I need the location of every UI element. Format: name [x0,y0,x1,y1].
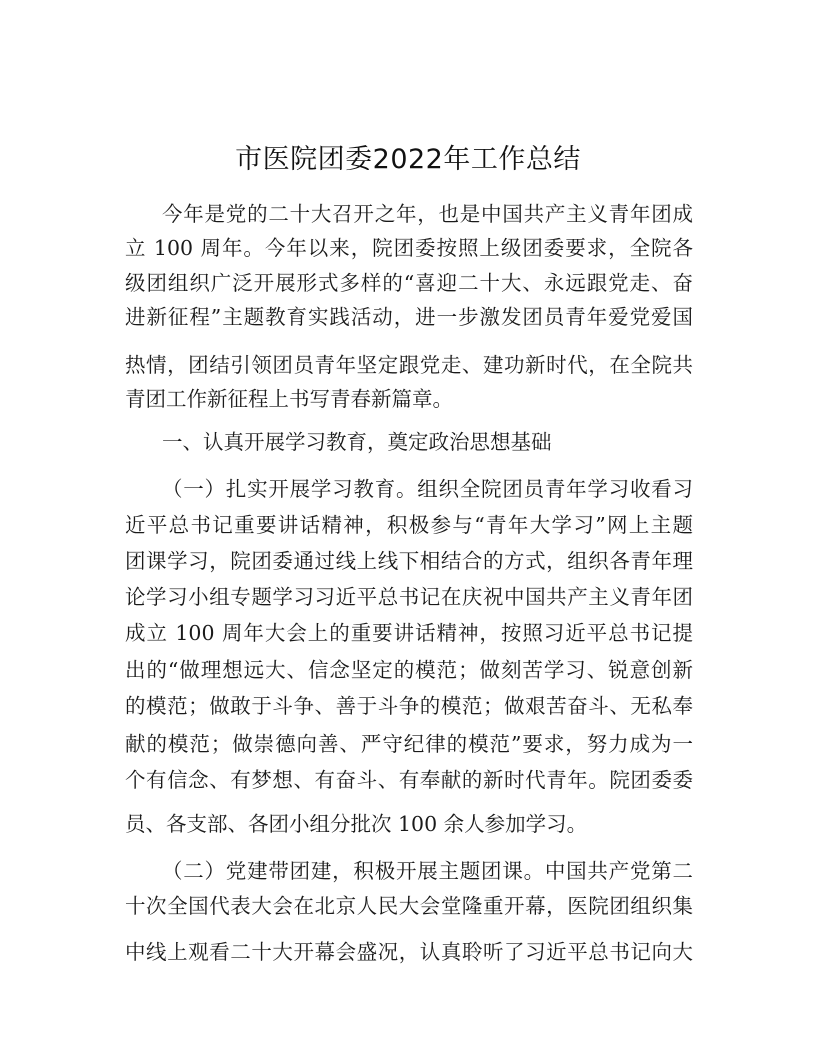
text-line: 进新征程”主题教育实践活动，进一步激发团员青年爱党爱国 [125,305,693,329]
text-line: 级团组织广泛开展形式多样的“喜迎二十大、永远跟党走、奋 [125,271,693,295]
text-line: 立 100 周年。今年以来，院团委按照上级团委要求，全院各 [125,236,693,260]
text-line: （一）扎实开展学习教育。组织全院团员青年学习收看习 [162,477,693,501]
text-line: 献的模范；做崇德向善、严守纪律的模范”要求，努力成为一 [125,732,693,756]
text-line: 成立 100 周年大会上的重要讲话精神，按照习近平总书记提 [125,621,693,645]
text-line: 十次全国代表大会在北京人民大会堂隆重开幕，医院团组织集 [125,894,693,918]
text-line: 个有信念、有梦想、有奋斗、有奉献的新时代青年。院团委委 [125,768,693,792]
text-line: 今年是党的二十大召开之年，也是中国共产主义青年团成 [162,202,693,226]
text-line: 出的“做理想远大、信念坚定的模范；做刻苦学习、锐意创新 [125,658,693,682]
text-line: 近平总书记重要讲话精神，积极参与“青年大学习”网上主题 [125,513,693,537]
text-line: 论学习小组专题学习习近平总书记在庆祝中国共产主义青年团 [125,585,693,609]
text-line: （二）党建带团建，积极开展主题团课。中国共产党第二 [162,859,693,883]
text-line: 热情，团结引领团员青年坚定跟党走、建功新时代，在全院共 [125,353,693,377]
text-line: 中线上观看二十大开幕会盛况，认真聆听了习近平总书记向大 [125,940,693,964]
text-line: 团课学习，院团委通过线上线下相结合的方式，组织各青年理 [125,549,693,573]
text-line: 员、各支部、各团小组分批次 100 余人参加学习。 [125,812,588,836]
section-heading: 一、认真开展学习教育，奠定政治思想基础 [162,430,552,454]
text-line: 的模范；做敢于斗争、善于斗争的模范；做艰苦奋斗、无私奉 [125,694,693,718]
document-title: 市医院团委2022年工作总结 [235,144,581,175]
text-line: 青团工作新征程上书写青春新篇章。 [125,387,453,411]
